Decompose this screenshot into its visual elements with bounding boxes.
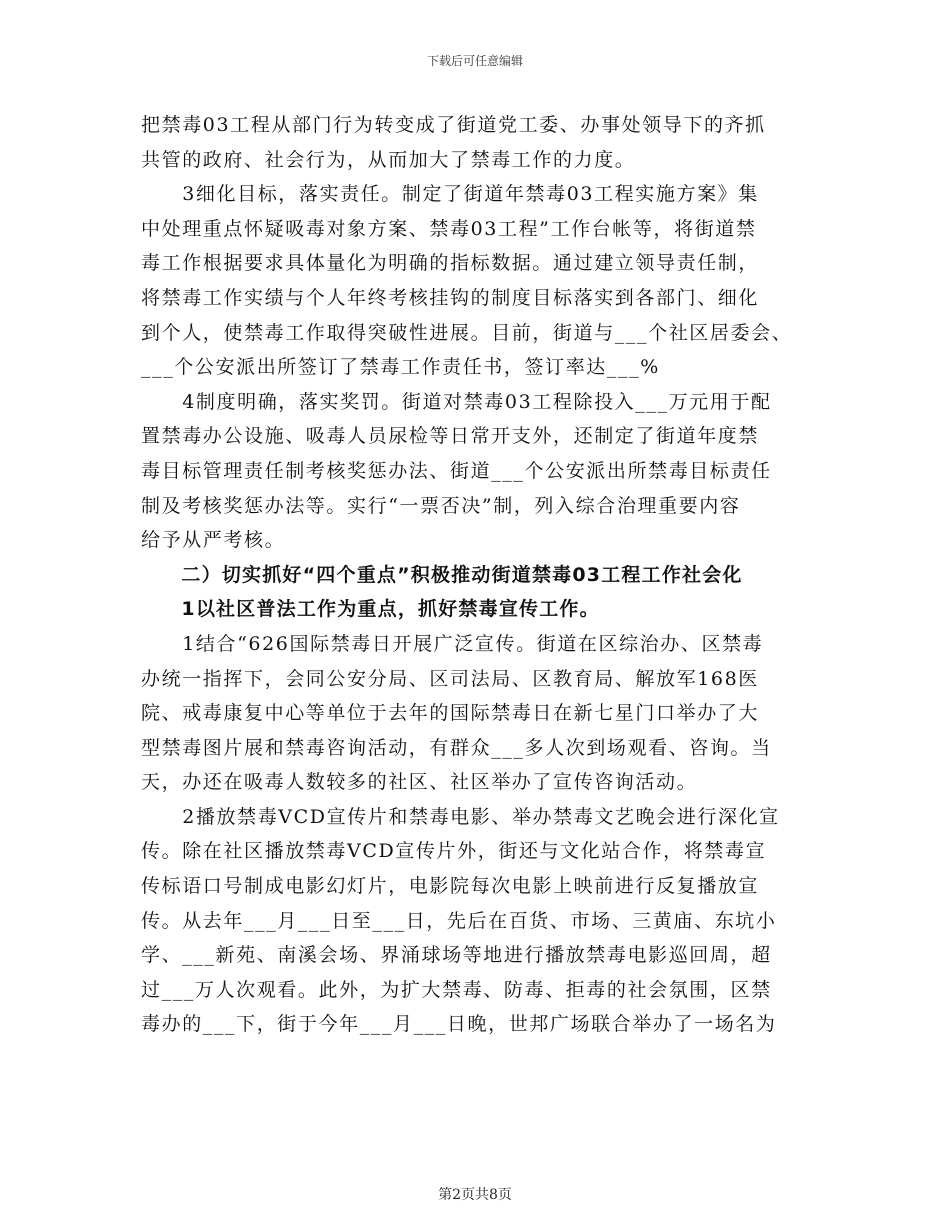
page-header: 下载后可任意编辑 — [426, 54, 523, 68]
paragraph-line: 传标语口号制成电影幻灯片，电影院每次电影上映前进行反复播放宣 — [141, 875, 760, 898]
document-body — [141, 108, 813, 1042]
section-heading-line: 1以社区普法工作为重点，抓好禁毒宣传工作。 — [141, 598, 600, 621]
paragraph-line: 共管的政府、社会行为，从而加大了禁毒工作的力度。 — [141, 148, 636, 171]
paragraph-line: 学、___新苑、南溪会场、界涌球场等地进行播放禁毒电影巡回周，超 — [141, 944, 772, 967]
paragraph-line: 到个人，使禁毒工作取得突破性进展。目前，街道与___个社区居委会、 — [141, 321, 793, 344]
paragraph-line: 传。除在社区播放禁毒VCD宣传片外，街还与文化站合作，将禁毒宣 — [141, 840, 767, 863]
paragraph-line: 毒工作根据要求具体量化为明确的指标数据。通过建立领导责任制， — [141, 252, 760, 275]
paragraph-line: 把禁毒03工程从部门行为转变成了街道党工委、办事处领导下的齐抓 — [141, 114, 766, 136]
paragraph-line: 办统一指挥下，会同公安分局、区司法局、区教育局、解放军168医 — [141, 667, 759, 690]
paragraph-line: 中处理重点怀疑吸毒对象方案、禁毒03工程”工作台帐等，将街道禁 — [141, 217, 757, 240]
page-footer: 第2页共8页 — [438, 1187, 512, 1203]
paragraph-line: 1结合“626国际禁毒日开展广泛宣传。街道在区综治办、区禁毒 — [141, 632, 764, 655]
section-heading-line: 二）切实抓好“四个重点”积极推动街道禁毒03工程工作社会化 — [141, 563, 743, 586]
paragraph-line: 天，办还在吸毒人数较多的社区、社区举办了宣传咨询活动。 — [141, 771, 698, 794]
paragraph-line: 给予从严考核。 — [141, 529, 286, 552]
paragraph-line: 传。从去年___月___日至___日，先后在百货、市场、三黄庙、东坑小 — [141, 909, 777, 932]
paragraph-line: 毒办的___下，街于今年___月___日晚，世邦广场联合举办了一场名为 — [141, 1013, 777, 1036]
paragraph-line: 3细化目标，落实责任。制定了街道年禁毒03工程实施方案》集 — [141, 183, 759, 206]
paragraph-line: 2播放禁毒VCD宣传片和禁毒电影、举办禁毒文艺晚会进行深化宣 — [141, 805, 780, 828]
paragraph-line: 置禁毒办公设施、吸毒人员尿检等日常开支外，还制定了街道年度禁 — [141, 425, 760, 448]
paragraph-line: 毒目标管理责任制考核奖惩办法、街道___个公安派出所禁毒目标责任 — [141, 459, 772, 482]
paragraph-line: 4制度明确，落实奖罚。街道对禁毒03工程除投入___万元用于配 — [141, 390, 772, 413]
paragraph-line: 过___万人次观看。此外，为扩大禁毒、防毒、拒毒的社会氛围，区禁 — [141, 978, 772, 1001]
paragraph-line: 制及考核奖惩办法等。实行“一票否决”制，列入综合治理重要内容 — [141, 494, 741, 517]
paragraph-line: 院、戒毒康复中心等单位于去年的国际禁毒日在新七星门口举办了大 — [141, 702, 760, 725]
paragraph-line: 型禁毒图片展和禁毒咨询活动，有群众___多人次到场观看、咨询。当 — [141, 736, 772, 759]
paragraph-line: ___个公安派出所签订了禁毒工作责任书，签订率达___% — [141, 356, 660, 379]
paragraph-line: 将禁毒工作实绩与个人年终考核挂钩的制度目标落实到各部门、细化 — [141, 286, 760, 309]
